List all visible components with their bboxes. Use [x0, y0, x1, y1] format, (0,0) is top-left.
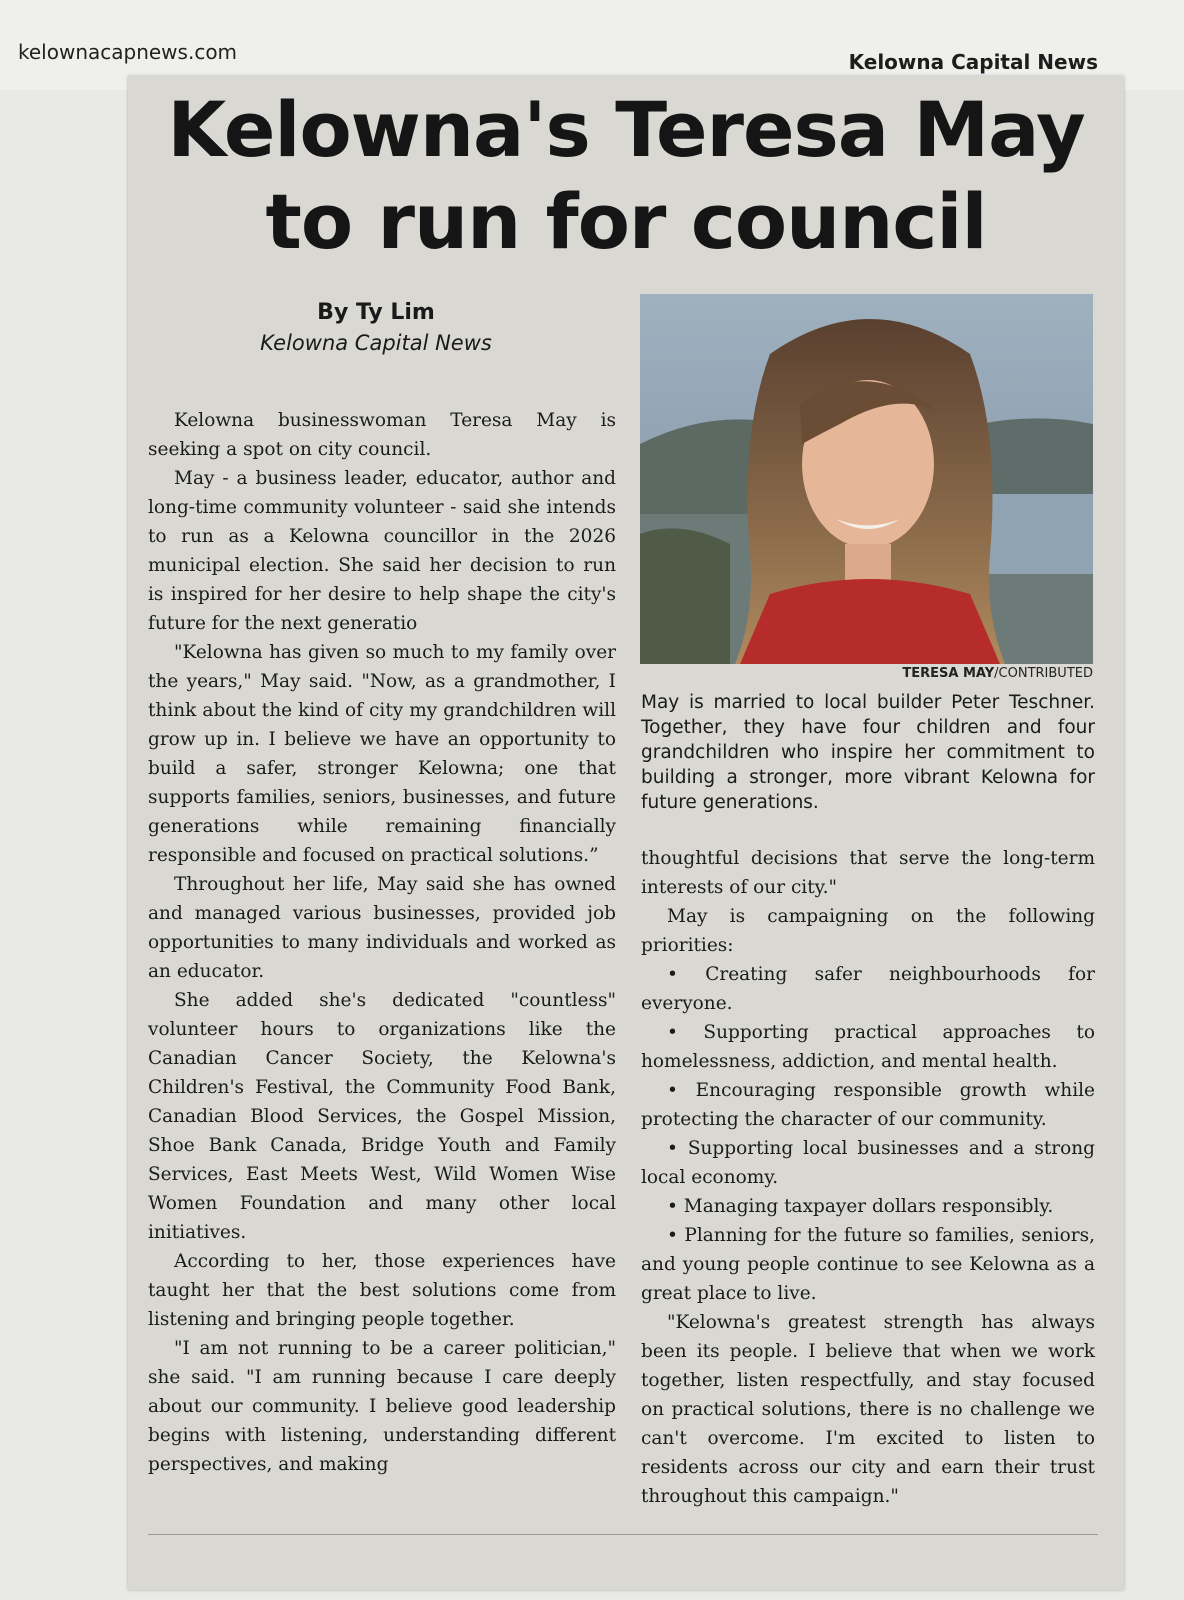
priority-item: • Supporting practical approaches to homelessness, addiction, and mental health.	[641, 1022, 1095, 1072]
paper-name: Kelowna Capital News	[848, 50, 1098, 74]
priority-item: • Planning for the future so families, seniors, and young people continue to see Kelowna as a great place to live.	[641, 1225, 1095, 1304]
paragraph: "I am not running to be a career politician," she said. "I am running because I care deeply about our community. I believe good leadership begins with listening, understanding different perspectives, and making	[148, 1338, 616, 1475]
priorities-intro: May is campaigning on the following priorities:	[641, 906, 1095, 956]
photo-credit	[640, 666, 1093, 681]
headline: Kelowna's Teresa May to run for council	[167, 85, 1085, 266]
paragraph: May - a business leader, educator, author and long-time community volunteer - said she intends to run as a Kelowna councillor in the 2026 municipal election. She said her decision to run is inspired for her desire to help shape the city's future for the next generatio	[148, 468, 616, 634]
byline	[256, 298, 496, 358]
portrait-image	[640, 294, 1093, 664]
photo-caption: May is married to local builder Peter Teschner. Together, they have four children and four grandchildren who inspire her commitment to building a stronger, more vibrant Kelowna for future generations.	[641, 692, 1095, 813]
left-column	[148, 406, 616, 1479]
newspaper-clipping	[128, 50, 1124, 1590]
priority-item: • Supporting local businesses and a strong local economy.	[641, 1138, 1095, 1188]
photo-credit-name: TERESA MAY	[902, 666, 995, 681]
site-url: kelownacapnews.com	[18, 40, 238, 64]
paragraph: She added she's dedicated "countless" volunteer hours to organizations like the Canadian Cancer Society, the Kelowna's Children's Festival, the Community Food Bank, Canadian Blood Services, the Gospel Mission, Shoe Bank Canada, Bridge Youth and Family Services, East Meets West, Wild Women Wise Women Foundation and many other local initiatives.	[148, 990, 616, 1243]
photo-credit-suffix: /CONTRIBUTED	[994, 666, 1093, 681]
paragraph: "Kelowna has given so much to my family over the years," May said. "Now, as a grandmother, I think about the kind of city my grandchildren will grow up in. I believe we have an opportunity to build a safer, stronger Kelowna; one that supports families, seniors, businesses, and future generations while remaining financially responsible and focused on practical solutions.”	[148, 642, 616, 866]
byline-author: By Ty Lim	[317, 300, 435, 325]
priority-item: • Encouraging responsible growth while protecting the character of our community.	[641, 1080, 1095, 1130]
bottom-rule	[148, 1534, 1098, 1535]
priority-item: • Creating safer neighbourhoods for everyone.	[641, 964, 1095, 1014]
paragraph: Kelowna businesswoman Teresa May is seeking a spot on city council.	[148, 410, 616, 460]
right-column	[641, 844, 1095, 1511]
paragraph: According to her, those experiences have taught her that the best solutions come from listening and bringing people together.	[148, 1251, 616, 1330]
paragraph: Throughout her life, May said she has owned and managed various businesses, provided job opportunities to many individuals and worked as an educator.	[148, 874, 616, 982]
paragraph-continuation: thoughtful decisions that serve the long-term interests of our city."	[641, 848, 1095, 898]
priority-item: • Managing taxpayer dollars responsibly.	[667, 1196, 1054, 1217]
portrait-photo	[640, 294, 1093, 664]
byline-outlet: Kelowna Capital News	[260, 331, 492, 355]
closing-quote: "Kelowna's greatest strength has always been its people. I believe that when we work together, listen respectfully, and stay focused on practical solutions, there is no challenge we can't overcome. I'm excited to listen to residents across our city and earn their trust throughout this campaign."	[641, 1312, 1095, 1507]
